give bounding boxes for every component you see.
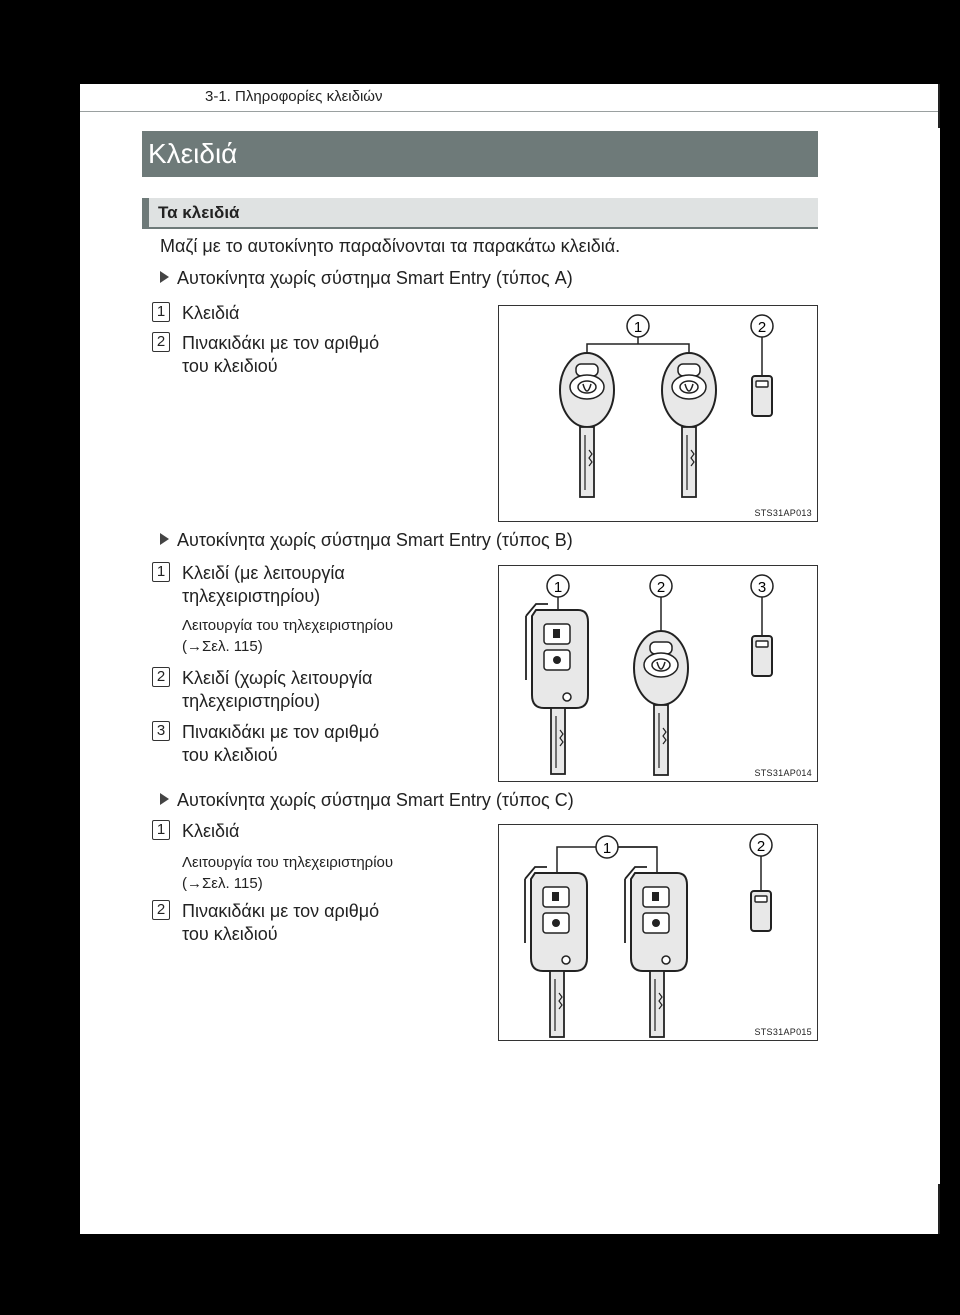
callout-2: 2 (656, 579, 666, 596)
keys-illustration (499, 306, 819, 523)
figure-keys-type-b (498, 565, 818, 782)
triangle-bullet-icon (160, 793, 169, 805)
item-number: 1 (152, 302, 170, 322)
key-2 (662, 353, 716, 497)
item-number: 1 (152, 562, 170, 582)
figure-keys-type-a (498, 305, 818, 522)
condition-type-b (160, 530, 573, 551)
intro-text: Μαζί με το αυτοκίνητο παραδίνονται τα παρακάτω κλειδιά. (160, 236, 621, 256)
note-remote: Λειτουργία του τηλεχειριστηρίου (→Σελ. 115) (182, 617, 394, 655)
item-text: Πινακιδάκι με τον αριθμό του κλειδιού (182, 333, 380, 376)
crop-mark (938, 84, 940, 128)
callout-1: 1 (633, 319, 643, 336)
item-text: Κλειδί (χωρίς λειτουργία τηλεχειριστηρίου) (182, 668, 373, 711)
list-item (152, 562, 432, 608)
triangle-bullet-icon (160, 533, 169, 545)
figure-code: STS31AP015 (754, 1027, 812, 1037)
list-item (152, 721, 432, 767)
list-item (152, 820, 432, 843)
callout-1: 1 (602, 840, 612, 857)
crop-mark (938, 1184, 940, 1234)
figure-keys-type-c (498, 824, 818, 1041)
condition-label: Αυτοκίνητα χωρίς σύστημα Smart Entry (τύπος B) (177, 530, 573, 550)
condition-label: Αυτοκίνητα χωρίς σύστημα Smart Entry (τύπος A) (177, 268, 573, 288)
figure-code: STS31AP014 (754, 768, 812, 778)
item-text: Πινακιδάκι με τον αριθμό του κλειδιού (182, 722, 380, 765)
remote-key-2 (625, 867, 687, 1037)
condition-type-c (160, 790, 574, 811)
condition-label: Αυτοκίνητα χωρίς σύστημα Smart Entry (τύπος C) (177, 790, 574, 810)
key-number-tag (751, 891, 771, 931)
triangle-bullet-icon (160, 271, 169, 283)
list-item (152, 900, 432, 946)
item-number: 2 (152, 900, 170, 920)
keys-illustration (499, 566, 819, 783)
callout-1: 1 (553, 579, 563, 596)
condition-type-a (160, 268, 573, 289)
item-text: Κλειδί (με λειτουργία τηλεχειριστηρίου) (182, 563, 345, 606)
section-subtitle: Τα κλειδιά (142, 198, 818, 229)
remote-key-1 (525, 867, 587, 1037)
list-item (152, 332, 432, 378)
key-number-tag (752, 376, 772, 416)
list-item (152, 667, 432, 713)
running-head: 3-1. Πληροφορίες κλειδιών (205, 88, 383, 105)
item-text: Πινακιδάκι με τον αριθμό του κλειδιού (182, 901, 380, 944)
item-number: 1 (152, 820, 170, 840)
keys-illustration (499, 825, 819, 1042)
list-item (152, 302, 432, 325)
item-text: Κλειδιά (182, 821, 240, 841)
manual-page (80, 84, 940, 1234)
item-text: Κλειδιά (182, 303, 240, 323)
item-number: 3 (152, 721, 170, 741)
callout-2: 2 (756, 838, 766, 855)
figure-code: STS31AP013 (754, 508, 812, 518)
plain-key (634, 631, 688, 775)
key-number-tag (752, 636, 772, 676)
item-number: 2 (152, 667, 170, 687)
callout-2: 2 (757, 319, 767, 336)
key-1 (560, 353, 614, 497)
note-remote: Λειτουργία του τηλεχειριστηρίου (→Σελ. 115) (182, 854, 394, 892)
callout-3: 3 (757, 579, 767, 596)
remote-key (526, 604, 588, 774)
header-rule (80, 111, 940, 112)
section-title: Κλειδιά (142, 131, 818, 177)
item-number: 2 (152, 332, 170, 352)
